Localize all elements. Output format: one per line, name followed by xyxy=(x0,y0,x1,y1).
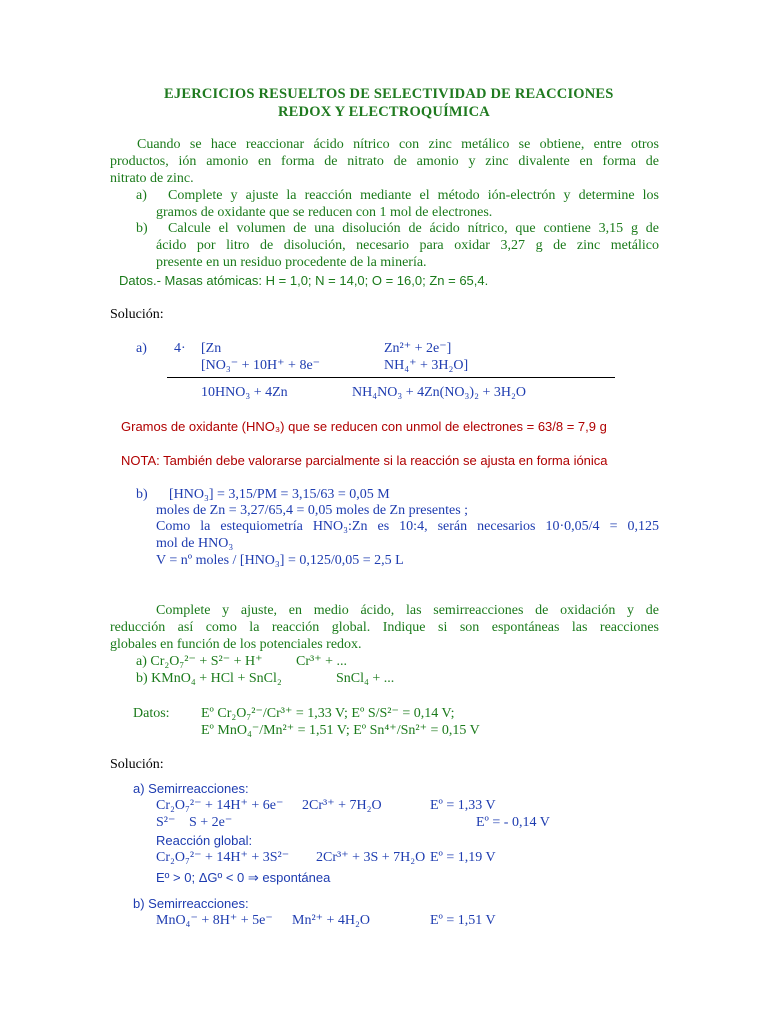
s1-row1-right: Zn²⁺ + 2e⁻] xyxy=(384,341,452,356)
s1-b-line-3: Como la estequiometría HNO₃:Zn es 10:4, serán necesarios 10·0,05/4 = 0,125 xyxy=(156,519,659,534)
s1-gramos: Gramos de oxidante (HNO₃) que se reducen con unmol de electrones = 63/8 = 7,9 g xyxy=(121,419,607,434)
s1-b-label: b) xyxy=(136,487,148,502)
s2-a-r2-e: Eº = - 0,14 V xyxy=(476,815,550,830)
p1-item-b-line-2: ácido por litro de disolución, necesario para oxidar 3,27 g de zinc metálico xyxy=(156,238,659,253)
p1-intro-line-1: Cuando se hace reaccionar ácido nítrico con zinc metálico se obtiene, entre otros xyxy=(137,137,659,152)
p1-intro-line-3: nitrato de zinc. xyxy=(110,171,194,186)
s2-a-r2-right: S + 2e⁻ xyxy=(189,815,233,830)
p1-item-a-line-1: Complete y ajuste la reacción mediante el método ión-electrón y determine los xyxy=(168,188,659,203)
p1-item-b-line-1: Calcule el volumen de una disolución de ácido nítrico, que contiene 3,15 g de xyxy=(168,221,659,236)
s2-b-heading: b) Semirreacciones: xyxy=(133,896,249,911)
s1-row1-left: [Zn xyxy=(201,341,222,356)
s2-a-r3-e: Eº = 1,19 V xyxy=(430,850,496,865)
p1-item-b-marker: b) xyxy=(136,221,148,236)
title-line-2: REDOX Y ELECTROQUÍMICA xyxy=(278,104,490,120)
s1-row2-left: [NO₃⁻ + 10H⁺ + 8e⁻ xyxy=(201,358,321,373)
p2-item-b-right: SnCl₄ + ... xyxy=(336,671,395,686)
p1-item-a-marker: a) xyxy=(136,188,147,203)
p1-intro-line-2: productos, ión amonio en forma de nitrato de amonio y zinc divalente en forma de xyxy=(110,154,659,169)
s1-row3-right: NH₄NO₃ + 4Zn(NO₃)₂ + 3H₂O xyxy=(352,385,526,400)
solution-2-heading: Solución: xyxy=(110,757,164,772)
s1-nota: NOTA: También debe valorarse parcialmente si la reacción se ajusta en forma iónica xyxy=(121,453,608,468)
p2-item-b-left: b) KMnO₄ + HCl + SnCl₂ xyxy=(136,671,282,686)
p2-datos-1: Eº Cr₂O₇²⁻/Cr³⁺ = 1,33 V; Eº S/S²⁻ = 0,14 V; xyxy=(201,706,455,721)
p1-datos: Datos.- Masas atómicas: H = 1,0; N = 14,0; O = 16,0; Zn = 65,4. xyxy=(119,273,489,288)
p2-item-a-left: a) Cr₂O₇²⁻ + S²⁻ + H⁺ xyxy=(136,654,263,669)
s1-sum-rule xyxy=(167,377,615,378)
s1-a-label: a) xyxy=(136,341,147,356)
s2-b-r1-left: MnO₄⁻ + 8H⁺ + 5e⁻ xyxy=(156,913,273,928)
p2-intro-line-2: reducción así como la reacción global. Indique si son espontáneas las reacciones xyxy=(110,620,659,635)
s1-b-line-2: moles de Zn = 3,27/65,4 = 0,05 moles de Zn presentes ; xyxy=(156,503,469,518)
s2-a-conclusion: Eº > 0; ΔGº < 0 ⇒ espontánea xyxy=(156,870,331,885)
s2-global-heading: Reacción global: xyxy=(156,833,253,848)
s1-b-line-1: [HNO₃] = 3,15/PM = 3,15/63 = 0,05 M xyxy=(169,487,390,502)
s2-a-heading: a) Semirreacciones: xyxy=(133,781,249,796)
p2-item-a-right: Cr³⁺ + ... xyxy=(296,654,347,669)
p2-datos-label: Datos: xyxy=(133,706,170,721)
s2-a-r1-right: 2Cr³⁺ + 7H₂O xyxy=(302,798,382,813)
p1-item-a-line-2: gramos de oxidante que se reducen con 1 mol de electrones. xyxy=(156,205,493,220)
s1-row2-right: NH₄⁺ + 3H₂O] xyxy=(384,358,469,373)
s1-row3-left: 10HNO₃ + 4Zn xyxy=(201,385,288,400)
s1-factor: 4· xyxy=(174,341,186,356)
s2-a-r3-right: 2Cr³⁺ + 3S + 7H₂O xyxy=(316,850,426,865)
s2-b-r1-right: Mn²⁺ + 4H₂O xyxy=(292,913,371,928)
s2-a-r1-e: Eº = 1,33 V xyxy=(430,798,496,813)
p2-datos-2: Eº MnO₄⁻/Mn²⁺ = 1,51 V; Eº Sn⁴⁺/Sn²⁺ = 0,15 V xyxy=(201,723,480,738)
s2-a-r1-left: Cr₂O₇²⁻ + 14H⁺ + 6e⁻ xyxy=(156,798,284,813)
p2-intro-line-3: globales en función de los potenciales redox. xyxy=(110,637,362,652)
title-line-1: EJERCICIOS RESUELTOS DE SELECTIVIDAD DE REACCIONES xyxy=(164,86,614,102)
s2-b-r1-e: Eº = 1,51 V xyxy=(430,913,496,928)
solution-1-heading: Solución: xyxy=(110,307,164,322)
s2-a-r2-left: S²⁻ xyxy=(156,815,176,830)
s1-b-line-4: mol de HNO₃ xyxy=(156,536,234,551)
s1-b-line-5: V = nº moles / [HNO₃] = 0,125/0,05 = 2,5 L xyxy=(156,553,404,568)
p2-intro-line-1: Complete y ajuste, en medio ácido, las semirreacciones de oxidación y de xyxy=(156,603,659,618)
s2-a-r3-left: Cr₂O₇²⁻ + 14H⁺ + 3S²⁻ xyxy=(156,850,290,865)
p1-item-b-line-3: presente en un residuo procedente de la minería. xyxy=(156,255,427,270)
